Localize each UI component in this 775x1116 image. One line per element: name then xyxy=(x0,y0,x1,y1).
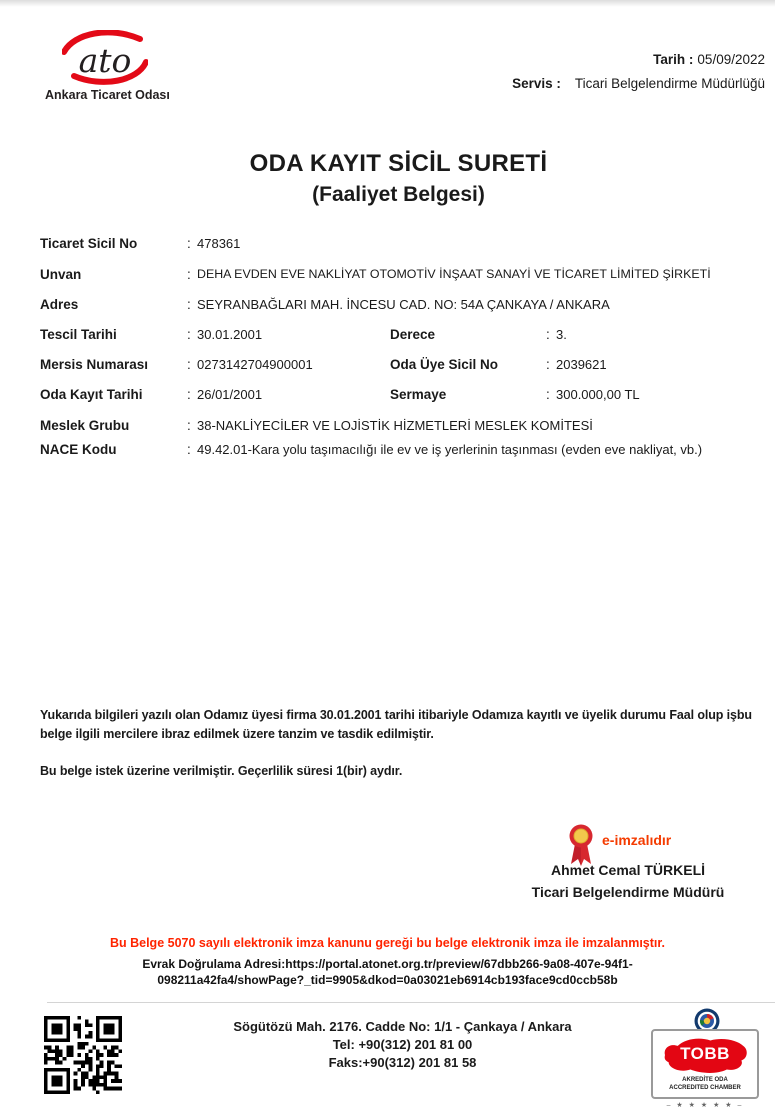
date-row xyxy=(512,48,765,72)
validity-paragraph: Bu belge istek üzerine verilmiştir. Geçerlilik süresi 1(bir) aydır. xyxy=(40,764,403,778)
field-label: Adres xyxy=(40,297,79,312)
field-separator: : xyxy=(187,236,191,251)
field-label: Unvan xyxy=(40,267,82,282)
field-separator: : xyxy=(187,267,191,282)
tobb-accreditation-logo xyxy=(648,1008,766,1112)
field-value: 38-NAKLİYECİLER VE LOJİSTİK HİZMETLERİ MESLEK KOMİTESİ xyxy=(197,418,593,433)
field-ticaret-sicil-no xyxy=(0,236,775,254)
field-separator: : xyxy=(187,442,191,457)
esign-label: e-imzalıdır xyxy=(602,832,672,848)
title-line2: (Faaliyet Belgesi) xyxy=(312,183,485,206)
date-value: 05/09/2022 xyxy=(697,52,765,67)
title-line1: ODA KAYIT SİCİL SURETİ xyxy=(249,150,548,177)
field-value: 26/01/2001 xyxy=(197,387,263,402)
field-mersis-oda-uye xyxy=(0,357,775,375)
field-label: Oda Kayıt Tarihi xyxy=(40,387,143,402)
date-label: Tarih : xyxy=(653,52,694,67)
field-tescil-tarihi-derece xyxy=(0,327,775,345)
field-separator: : xyxy=(187,297,191,312)
header-meta xyxy=(512,48,765,96)
field-separator: : xyxy=(546,327,550,342)
field-label: Oda Üye Sicil No xyxy=(390,357,499,372)
esign-legal-notice: Bu Belge 5070 sayılı elektronik imza kanunu gereği bu belge elektronik imza ile imzalanmıştır. xyxy=(109,936,666,950)
field-value: 49.42.01-Kara yolu taşımacılığı ile ev ve iş yerlerinin taşınması (evden eve nakliyat, vb.) xyxy=(197,442,703,457)
field-label: NACE Kodu xyxy=(40,442,117,457)
tobb-box xyxy=(651,1029,759,1099)
field-value: 30.01.2001 xyxy=(197,327,263,342)
tobb-stars: – ★ ★ ★ ★ ★ – xyxy=(666,1102,744,1109)
signer-title: Ticari Belgelendirme Müdürü xyxy=(531,884,725,900)
verification-address xyxy=(0,956,775,988)
field-separator: : xyxy=(187,418,191,433)
footer-divider xyxy=(47,1002,775,1003)
tobb-name: TOBB xyxy=(680,1044,730,1063)
field-value: 0273142704900001 xyxy=(197,357,313,372)
tobb-accreditation-line2: ACCREDITED CHAMBER xyxy=(669,1085,741,1091)
document-title xyxy=(0,150,775,207)
field-separator: : xyxy=(187,387,191,402)
verification-address-line2: 098211a42fa4/showPage?_tid=9905&dkod=0a03021eb6914cb193face9cd0ccb58b xyxy=(157,973,618,987)
page-edge-shadow xyxy=(0,0,775,7)
organization-name: Ankara Ticaret Odası xyxy=(45,88,170,102)
field-meslek-grubu xyxy=(0,418,775,436)
verification-address-line1: Evrak Doğrulama Adresi:https://portal.atonet.org.tr/preview/67dbb266-9a08-407e-94f1- xyxy=(142,957,633,971)
service-value: Ticari Belgelendirme Müdürlüğü xyxy=(574,76,765,91)
service-label: Servis : xyxy=(512,76,561,91)
body-text xyxy=(40,706,762,799)
signer-name: Ahmet Cemal TÜRKELİ xyxy=(550,862,706,878)
field-separator: : xyxy=(546,387,550,402)
field-value: 478361 xyxy=(197,236,241,251)
field-unvan xyxy=(0,267,775,285)
service-row xyxy=(512,72,765,96)
field-value: 2039621 xyxy=(556,357,607,372)
tobb-accreditation-line1: AKREDİTE ODA xyxy=(682,1077,728,1083)
field-oda-kayit-sermaye xyxy=(0,387,775,405)
field-adres xyxy=(0,297,775,315)
svg-text:ato: ato xyxy=(78,41,132,80)
field-nace-kodu xyxy=(0,442,775,460)
field-value: 3. xyxy=(556,327,567,342)
field-label: Sermaye xyxy=(390,387,447,402)
footer-fax: Faks:+90(312) 201 81 58 xyxy=(328,1055,477,1070)
field-value: 300.000,00 TL xyxy=(556,387,640,402)
field-value: SEYRANBAĞLARI MAH. İNCESU CAD. NO: 54A ÇANKAYA / ANKARA xyxy=(197,297,610,312)
field-label: Tescil Tarihi xyxy=(40,327,117,342)
footer-phone: Tel: +90(312) 201 81 00 xyxy=(332,1037,473,1052)
field-separator: : xyxy=(546,357,550,372)
footer-address-line1: Sögütözü Mah. 2176. Cadde No: 1/1 - Çankaya / Ankara xyxy=(233,1019,572,1034)
certification-paragraph: Yukarıda bilgileri yazılı olan Odamız üyesi firma 30.01.2001 tarihi itibariyle Odamıza kayıtlı ve üyelik durumu Faal olup işbu belge ilgili mercilere ibraz edilmek üzere tanzim ve tasdik edilmiştir. xyxy=(40,708,752,741)
field-label: Derece xyxy=(390,327,436,342)
ato-logo-icon xyxy=(62,30,148,86)
field-separator: : xyxy=(187,327,191,342)
field-label: Ticaret Sicil No xyxy=(40,236,138,251)
field-value: DEHA EVDEN EVE NAKLİYAT OTOMOTİV İNŞAAT SANAYİ VE TİCARET LİMİTED ŞİRKETİ xyxy=(197,267,711,281)
field-label: Mersis Numarası xyxy=(40,357,149,372)
field-label: Meslek Grubu xyxy=(40,418,130,433)
field-separator: : xyxy=(187,357,191,372)
